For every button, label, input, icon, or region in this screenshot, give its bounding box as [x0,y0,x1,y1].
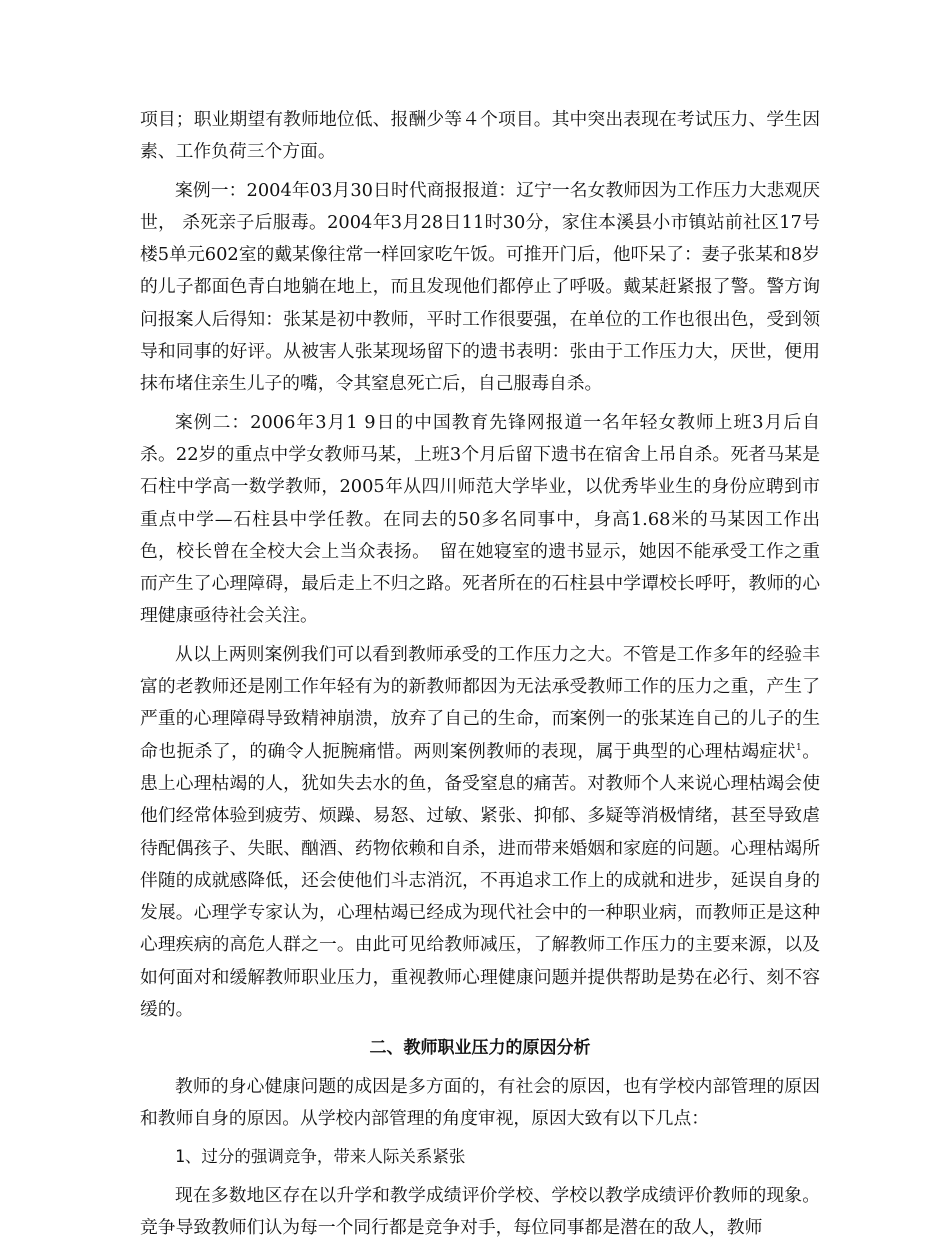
paragraph-analysis-text-b: 。患上心理枯竭的人，犹如失去水的鱼，备受窒息的痛苦。对教师个人来说心理枯竭会使他们经常体验到疲劳、烦躁、易怒、过敏、紧张、抑郁、多疑等消极情绪，甚至导致虐待配偶孩子、失眠、酗酒、药物依赖和自杀，进而带来婚姻和家庭的问题。心理枯竭所伴随的成就感降低，还会使他们斗志消沉，不再追求工作上的成就和进步，延误自身的发展。心理学专家认为，心理枯竭已经成为现代社会中的一种职业病，而教师正是这种心理疾病的高危人群之一。由此可见给教师减压，了解教师工作压力的主要来源，以及如何面对和缓解教师职业压力，重视教师心理健康问题并提供帮助是势在必行、刻不容缓的。 [140,741,820,1020]
subheading-competition: 1、过分的强调竞争，带来人际关系紧张 [140,1141,820,1173]
paragraph-continuation: 项目；职业期望有教师地位低、报酬少等４个项目。其中突出表现在考试压力、学生因素、工作负荷三个方面。 [140,104,820,169]
paragraph-analysis-text-a: 从以上两则案例我们可以看到教师承受的工作压力之大。不管是工作多年的经验丰富的老教师还是刚工作年轻有为的新教师都因为无法承受教师工作的压力之重，产生了严重的心理障碍导致精神崩溃，放弃了自己的生命，而案例一的张某连自己的儿子的生命也扼杀了，的确令人扼腕痛惜。两则案例教师的表现，属于典型的心理枯竭症状 [140,644,820,762]
document-page [140,104,820,1244]
section-heading: 二、教师职业压力的原因分析 [140,1032,820,1064]
paragraph-competition: 现在多数地区存在以升学和教学成绩评价学校、学校以教学成绩评价教师的现象。竞争导致教师们认为每一个同行都是竞争对手，每位同事都是潜在的敌人，教师 [140,1180,820,1244]
paragraph-case-one: 案例一：2004年03月30日时代商报报道：辽宁一名女教师因为工作压力大悲观厌世， 杀死亲子后服毒。2004年3月28日11时30分，家住本溪县小市镇站前社区17号楼5单元602室的戴某像往常一样回家吃午饭。可推开门后，他吓呆了：妻子张某和8岁的儿子都面色青白地躺在地上，而且发现他们都停止了呼吸。戴某赶紧报了警。警方询问报案人后得知：张某是初中教师，平时工作很要强，在单位的工作也很出色，受到领导和同事的好评。从被害人张某现场留下的遗书表明：张由于工作压力大，厌世，便用抹布堵住亲生儿子的嘴，令其窒息死亡后，自己服毒自杀。 [140,175,820,401]
paragraph-causes-intro: 教师的身心健康问题的成因是多方面的，有社会的原因，也有学校内部管理的原因和教师自身的原因。从学校内部管理的角度审视，原因大致有以下几点： [140,1071,820,1136]
footnote-marker: 1 [796,743,802,753]
paragraph-case-two: 案例二：2006年3月1 9日的中国教育先锋网报道一名年轻女教师上班3月后自杀。22岁的重点中学女教师马某，上班3个月后留下遗书在宿舍上吊自杀。死者马某是石柱中学高一数学教师，2005年从四川师范大学毕业，以优秀毕业生的身份应聘到市重点中学—石柱县中学任教。在同去的50多名同事中，身高1.68米的马某因工作出色，校长曾在全校大会上当众表扬。 留在她寝室的遗书显示，她因不能承受工作之重而产生了心理障碍，最后走上不归之路。死者所在的石柱县中学谭校长呼吁，教师的心理健康亟待社会关注。 [140,407,820,633]
paragraph-analysis [140,639,820,1027]
